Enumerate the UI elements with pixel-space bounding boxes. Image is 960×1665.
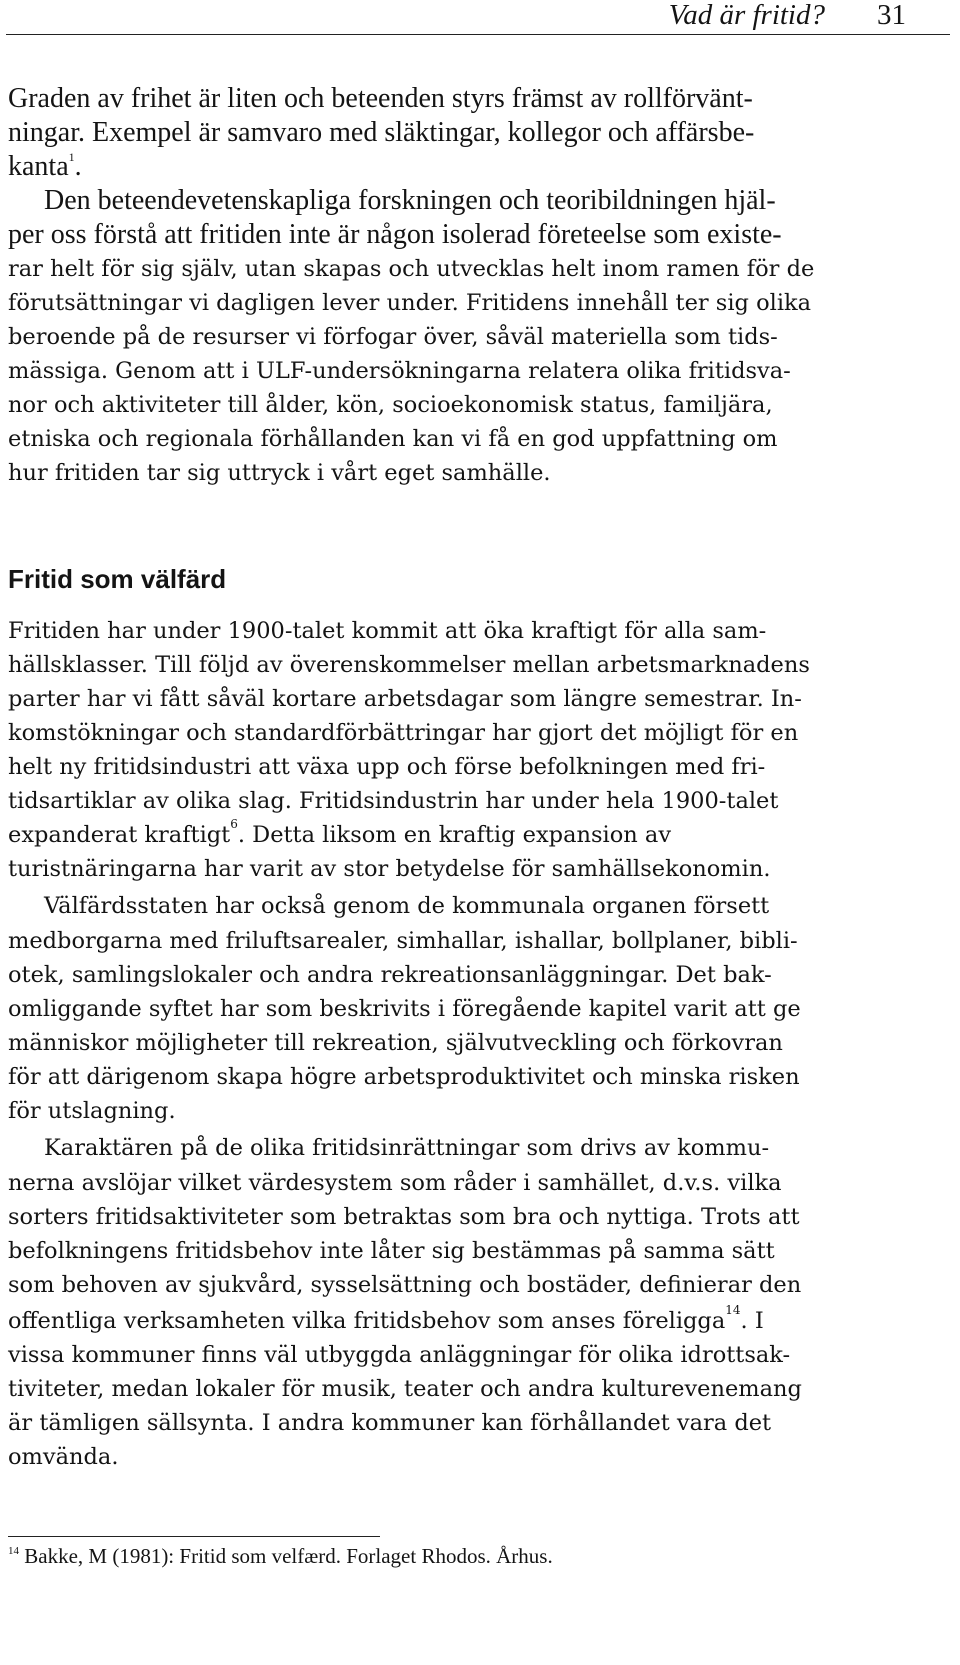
- text-line: per oss förstå att fritiden inte är någon isolerad företeelse som existe-: [8, 219, 782, 250]
- text-line: Fritiden har under 1900-talet kommit att öka kraftigt för alla sam-: [8, 618, 767, 644]
- page-number: 31: [877, 0, 906, 31]
- page-header: [0, 0, 960, 34]
- text-line: vissa kommuner finns väl utbyggda anläggningar för olika idrottsak-: [8, 1342, 791, 1368]
- text-line: Karaktären på de olika fritidsinrättningar som drivs av kommu-: [44, 1135, 770, 1161]
- text-line: tiviteter, medan lokaler för musik, teater och andra kulturevenemang: [8, 1376, 802, 1402]
- text-line: för att därigenom skapa högre arbetsproduktivitet och minska risken: [8, 1064, 800, 1090]
- text-run: . Detta liksom en kraftig expansion av: [237, 822, 672, 848]
- text-line: tidsartiklar av olika slag. Fritidsindustrin har under hela 1900-talet: [8, 788, 779, 814]
- footnote: [8, 1543, 553, 1569]
- footnote-number: 14: [8, 1545, 19, 1557]
- text-run: . I: [740, 1308, 764, 1334]
- text-line: beroende på de resurser vi förfogar över, såväl materiella som tids-: [8, 324, 778, 350]
- text-line: [8, 150, 82, 184]
- text-run: expanderat kraftigt: [8, 822, 231, 848]
- text-line: mässiga. Genom att i ULF-undersökningarna relatera olika fritidsva-: [8, 358, 791, 384]
- text-run: kanta: [8, 151, 69, 182]
- text-line: som behoven av sjukvård, sysselsättning och bostäder, definierar den: [8, 1272, 802, 1298]
- text-line: nor och aktiviteter till ålder, kön, socioekonomisk status, familjära,: [8, 392, 773, 418]
- text-run: .: [74, 151, 82, 182]
- text-line: för utslagning.: [8, 1098, 176, 1124]
- text-line: etniska och regionala förhållanden kan vi få en god uppfattning om: [8, 426, 778, 452]
- text-line: hällsklasser. Till följd av överenskommelser mellan arbetsmarknadens: [8, 652, 810, 678]
- text-line: är tämligen sällsynta. I andra kommuner kan förhållandet vara det: [8, 1410, 772, 1436]
- footnote-ref: 1: [68, 150, 75, 164]
- footnote-text: Bakke, M (1981): Fritid som velfærd. Forlaget Rhodos. Århus.: [19, 1544, 553, 1568]
- text-line: ningar. Exempel är samvaro med släktingar, kollegor och affärsbe-: [8, 117, 755, 148]
- text-line: omvända.: [8, 1444, 119, 1470]
- section-heading: Fritid som välfärd: [8, 564, 227, 594]
- footnote-rule: [8, 1536, 380, 1537]
- text-line: nerna avslöjar vilket värdesystem som råder i samhället, d.v.s. vilka: [8, 1170, 782, 1196]
- text-line: otek, samlingslokaler och andra rekreationsanläggningar. Det bak-: [8, 962, 772, 988]
- text-line: [8, 818, 671, 852]
- footnote-ref: 14: [725, 1303, 741, 1317]
- text-line: Graden av frihet är liten och beteenden styrs främst av rollförvänt-: [8, 83, 753, 114]
- text-line: turistnäringarna har varit av stor betydelse för samhällsekonomin.: [8, 856, 771, 882]
- text-line: människor möjligheter till rekreation, självutveckling och förkovran: [8, 1030, 783, 1056]
- text-line: helt ny fritidsindustri att växa upp och förse befolkningen med fri-: [8, 754, 766, 780]
- running-title: Vad är fritid?: [668, 0, 825, 31]
- text-line: parter har vi fått såväl kortare arbetsdagar som längre semestrar. In-: [8, 686, 802, 712]
- text-line: omliggande syftet har som beskrivits i föregående kapitel varit att ge: [8, 996, 801, 1022]
- text-line: rar helt för sig själv, utan skapas och utvecklas helt inom ramen för de: [8, 256, 815, 282]
- text-line: komstökningar och standardförbättringar har gjort det möjligt för en: [8, 720, 799, 746]
- text-line: Den beteendevetenskapliga forskningen och teoribildningen hjäl-: [44, 185, 776, 216]
- text-run: offentliga verksamheten vilka fritidsbehov som anses föreligga: [8, 1308, 726, 1334]
- text-line: medborgarna med friluftsarealer, simhallar, ishallar, bollplaner, bibli-: [8, 928, 798, 954]
- footnote-ref: 6: [230, 817, 238, 831]
- text-line: hur fritiden tar sig uttryck i vårt eget samhälle.: [8, 460, 551, 486]
- text-line: sorters fritidsaktiviteter som betraktas som bra och nyttiga. Trots att: [8, 1204, 800, 1230]
- text-line: förutsättningar vi dagligen lever under. Fritidens innehåll ter sig olika: [8, 290, 812, 316]
- text-line: [8, 1304, 764, 1338]
- text-line: Välfärdsstaten har också genom de kommunala organen försett: [44, 893, 770, 919]
- header-rule: [6, 34, 950, 35]
- text-line: befolkningens fritidsbehov inte låter sig bestämmas på samma sätt: [8, 1238, 775, 1264]
